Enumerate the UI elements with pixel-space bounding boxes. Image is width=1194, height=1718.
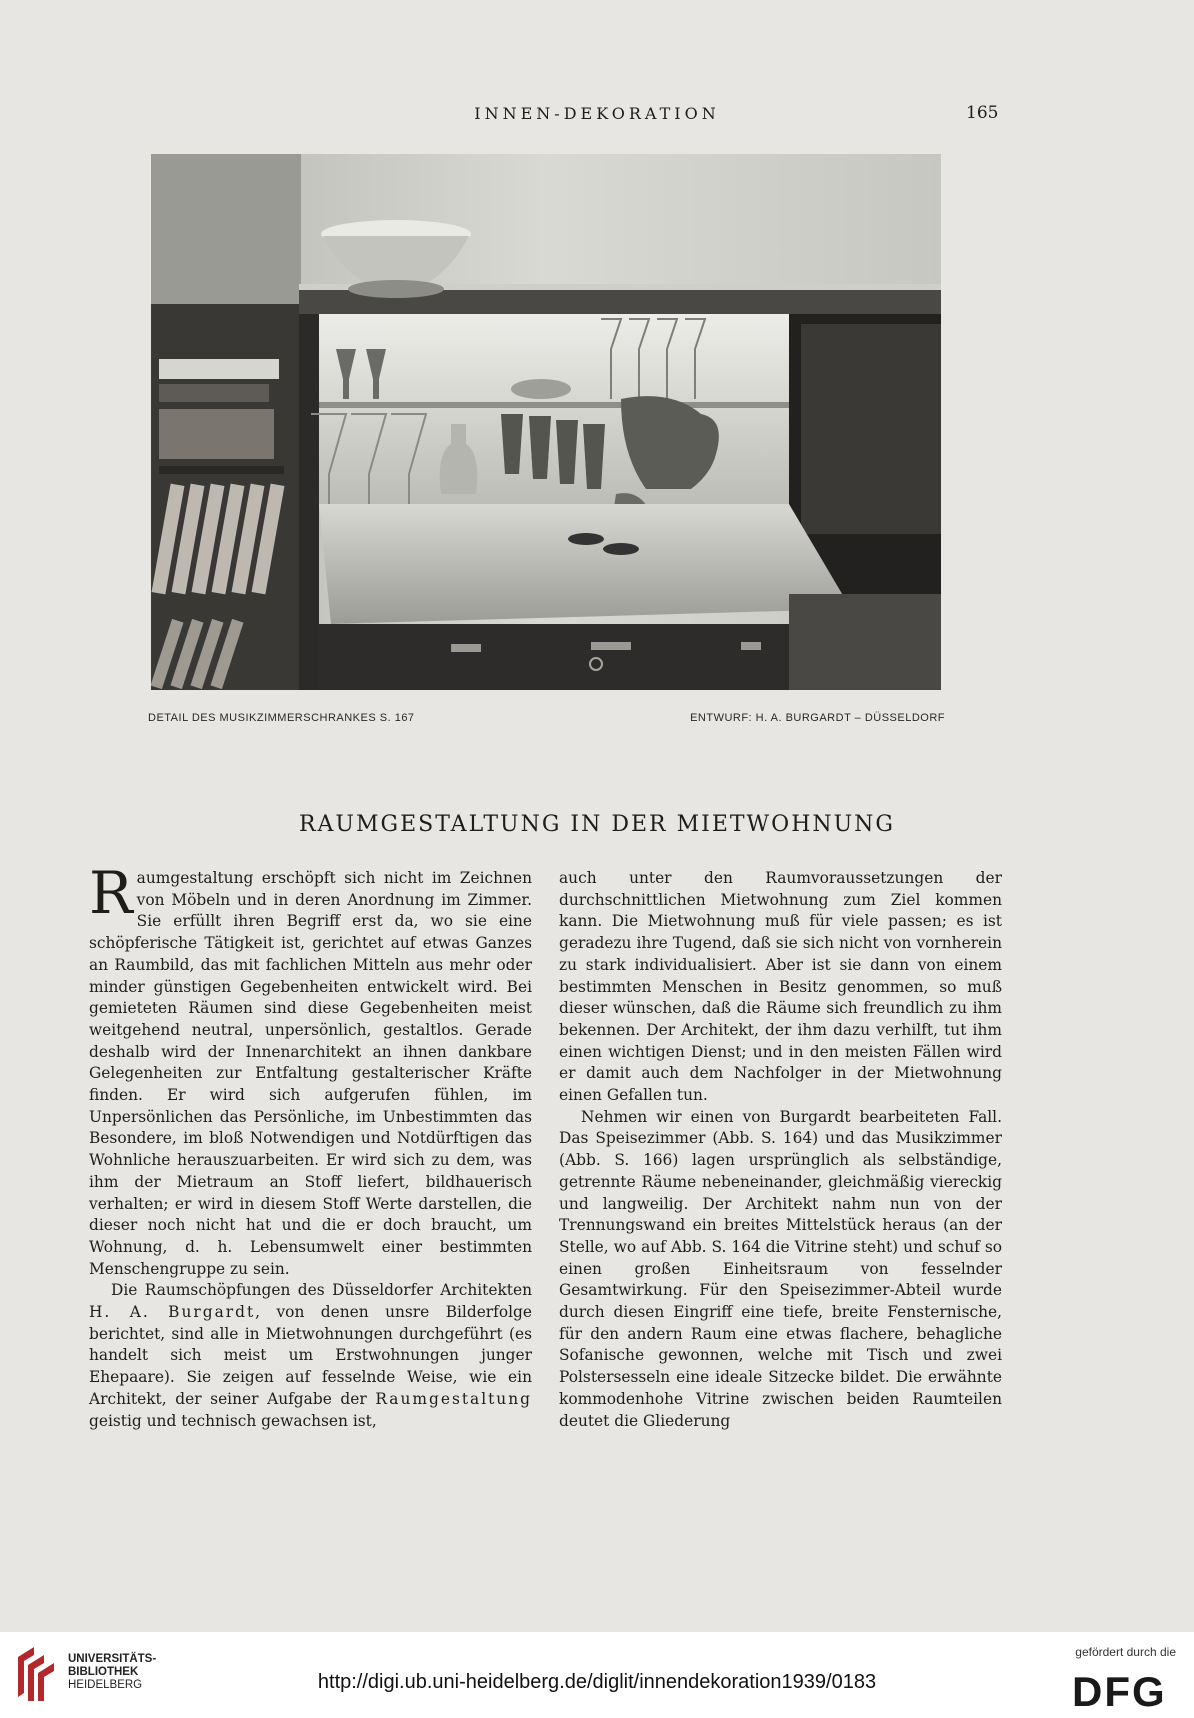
article-title: RAUMGESTALTUNG IN DER MIETWOHNUNG: [298, 812, 896, 837]
library-name-line-3: HEIDELBERG: [68, 1679, 143, 1691]
paragraph-3: auch unter den Raumvoraussetzungen der durchschnittlichen Mietwohnung zum Ziel kommen kann. Die Mietwohnung muß für viele passen; es ist geradezu ihre Tugend, daß sie sich nicht von vornherein zu stark individualisiert. Aber ist sie dann von einem bestimmten Menschen in Besitz genommen, so muß dieser wünschen, daß die Räume sich freundlich zu ihm bekennen. Der Architekt, der ihm dazu verhilft, tut ihm einen wichtigen Dienst; und in den meisten Fällen wird er damit auch dem Nachfolger in der Mietwohnung einen Gefallen tun.: [559, 869, 1002, 1105]
paragraph-1: [89, 859, 532, 1280]
architect-name: H. A. Burgardt: [89, 1303, 256, 1322]
paragraph-4: Nehmen wir einen von Burgardt bearbeiteten Fall. Das Speisezimmer (Abb. S. 164) und das Musikzimmer (Abb. S. 166) lagen ursprünglich als selbständige, getrennte Räume nebeneinander, gleichmäßig viereckig und langweilig. Der Architekt nahm nun von der Trennungswand ein breites Mittelstück heraus (an der Stelle, wo auf Abb. S. 164 die Vitrine steht) und schuf so einen großen Einheitsraum von fesselnder Gesamtwirkung. Für den Speisezimmer-Abteil wurde durch diesen Eingriff eine tiefe, breite Fensternische, für den andern Raum eine etwas flachere, behagliche Sofanische gewonnen, welche mit Tisch und zwei Polstersesseln eine ideale Sitzecke bildet. Die erwähnte kommodenhohe Vitrine zwischen beiden Raumteilen deutet die Gliederung: [559, 1107, 1002, 1430]
cabinet-photo-image: [151, 154, 941, 690]
dfg-logo-icon: [1068, 1668, 1178, 1710]
library-name-line-2: BIBLIOTHEK: [68, 1666, 139, 1678]
drop-cap: R: [89, 859, 133, 927]
cabinet-photo: [151, 154, 941, 690]
running-title: INNEN-DEKORATION: [474, 104, 720, 123]
digitization-footer: [0, 1632, 1194, 1718]
dfg-logo-text: DFG: [1072, 1668, 1167, 1710]
paragraph-1-text: aumgestaltung erschöpft sich nicht im Zeichnen von Möbeln und in deren Anordnung im Zimmer. Sie erfüllt ihren Begriff erst da, wo sie eine schöpferische Tätigkeit ist, gerichtet auf etwas Ganzes an Raumbild, das mit fachlichen Mitteln aus mehr oder minder günstigen Gegebenheiten entwickelt wird. Bei gemieteten Räumen sind diese Gegebenheiten meist weitgehend neutral, unpersönlich, gestaltlos. Gerade deshalb wird der Innenarchitekt an ihnen dankbare Gelegenheiten zur Entfaltung gestalterischer Kräfte finden. Er wird sich aufgerufen fühlen, im Unpersönlichen das Persönliche, im Unbestimmten das Besondere, im bloß Notwendigen und Notdürftigen das Wohnliche herauszuarbeiten. Er wird sich zu dem, was ihm der Mietraum an Stoff liefert, bildhauerisch verhalten; er wird in diesem Stoff Werte darstellen, die dieser noch nicht hat und die er doch braucht, um Wohnung, d. h. Lebensumwelt einer bestimmten Menschengruppe zu sein.: [89, 869, 532, 1278]
funded-by-label: gefördert durch die: [1075, 1645, 1176, 1659]
text-column-right: [559, 868, 1002, 1432]
text-column-left: [89, 859, 533, 1432]
paragraph-2-text-b: , von denen unsre Bilderfolge berichtet, sind alle in Mietwohnungen durchgeführt (es handelt sich meist um Erstwohnungen junger Ehepaare). Sie zeigen auf fesselnde Weise, wie ein Architekt, der seiner Aufgabe der: [89, 1303, 533, 1408]
figure-caption-right: ENTWURF: H. A. BURGARDT – DÜSSELDORF: [690, 712, 945, 724]
paragraph-2-text-a: Die Raumschöpfungen des Düsseldorfer Architekten: [111, 1281, 532, 1300]
library-name-line-1: UNIVERSITÄTS-: [68, 1653, 157, 1665]
page-number: 165: [966, 103, 999, 123]
paragraph-2: [89, 1280, 532, 1432]
figure-caption-left: DETAIL DES MUSIKZIMMERSCHRANKES S. 167: [148, 712, 415, 724]
paragraph-2-text-c: geistig und technisch gewachsen ist,: [89, 1411, 377, 1430]
permalink-url[interactable]: http://digi.ub.uni-heidelberg.de/diglit/innendekoration1939/0183: [317, 1671, 877, 1693]
emphasis-raumgestaltung: Raumgestaltung: [375, 1389, 532, 1408]
